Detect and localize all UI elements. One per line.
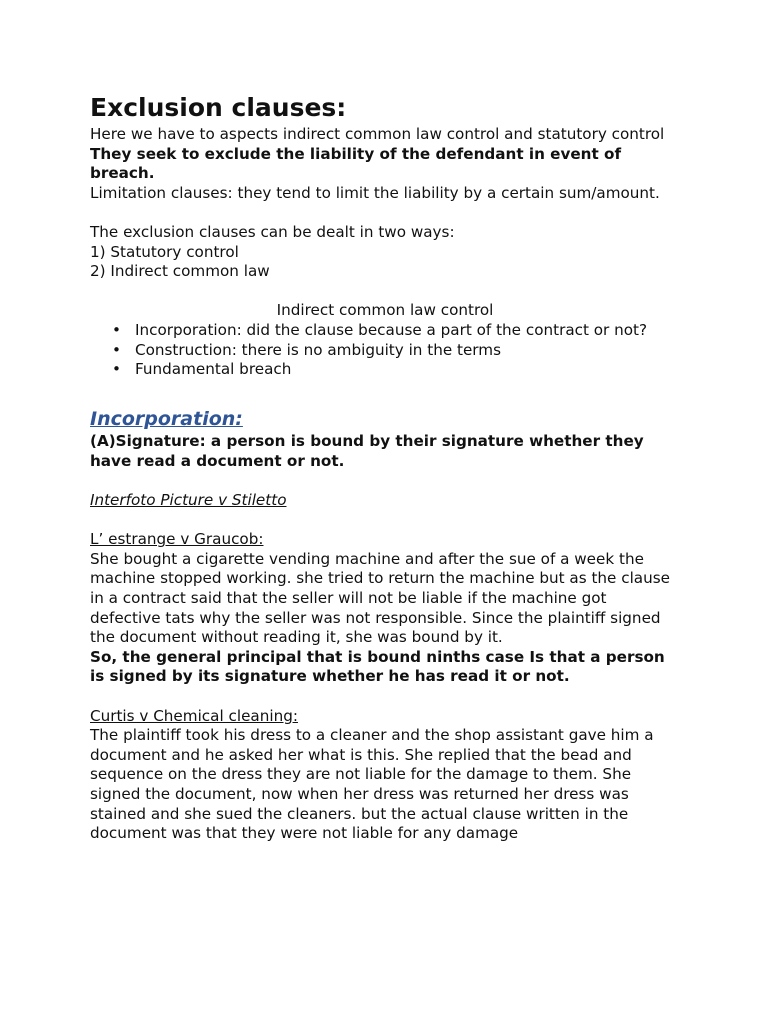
section-heading: Incorporation: [90,408,243,431]
spacer [90,472,680,492]
case-title: L’ estrange v Graucob: [90,530,264,549]
list-item-text: Fundamental breach [135,360,292,379]
spacer [90,282,680,302]
list-item-text: Construction: there is no ambiguity in the terms [135,340,501,359]
spacer [90,511,680,531]
spacer [90,380,680,400]
ways-intro: The exclusion clauses can be dealt in two ways: [90,222,455,241]
intro-paragraph: Here we have to aspects indirect common law control and statutory control [90,125,665,143]
list-item [90,321,680,341]
way-item-2: 2) Indirect common law [90,262,270,281]
intro-bold-paragraph: They seek to exclude the liability of the defendant in event of breach. [90,144,622,183]
spacer [90,687,680,707]
way-item-1: 1) Statutory control [90,242,239,261]
bullet-icon: • [112,360,121,379]
case-title: Curtis v Chemical cleaning: [90,706,298,725]
case-title: Interfoto Picture v Stiletto [90,491,287,510]
bullet-list [90,321,680,380]
document-page [90,93,680,844]
list-item [90,360,680,380]
signature-rule: (A)Signature: a person is bound by their signature whether they have read a document or not. [90,432,644,470]
case-principle: So, the general principal that is bound ninths case Is that a person is signed by its signature whether he has read it or not. [90,647,665,686]
list-item-text: Incorporation: did the clause because a part of the contract or not? [135,320,648,339]
bullet-icon: • [112,320,121,339]
centered-heading: Indirect common law control [276,301,494,320]
list-item [90,341,680,361]
case-body: The plaintiff took his dress to a cleaner and the shop assistant gave him a document and he asked her what is this. She replied that the bead and sequence on the dress they are not liable for the damage to them. She signed the document, now when her dress was returned her dress was stained and she sued the cleaners. but the actual clause written in the document was that they were not liable for any damage [90,726,654,843]
document-title: Exclusion clauses: [90,93,347,122]
spacer [90,203,680,223]
bullet-icon: • [112,340,121,359]
limitation-paragraph: Limitation clauses: they tend to limit the liability by a certain sum/amount. [90,183,660,202]
case-body: She bought a cigarette vending machine and after the sue of a week the machine stopped working. she tried to return the machine but as the clause in a contract said that the seller will not be liable if the machine got defective tats why the seller was not responsible. Since the plaintiff signed the document without reading it, she was bound by it. [90,549,670,647]
